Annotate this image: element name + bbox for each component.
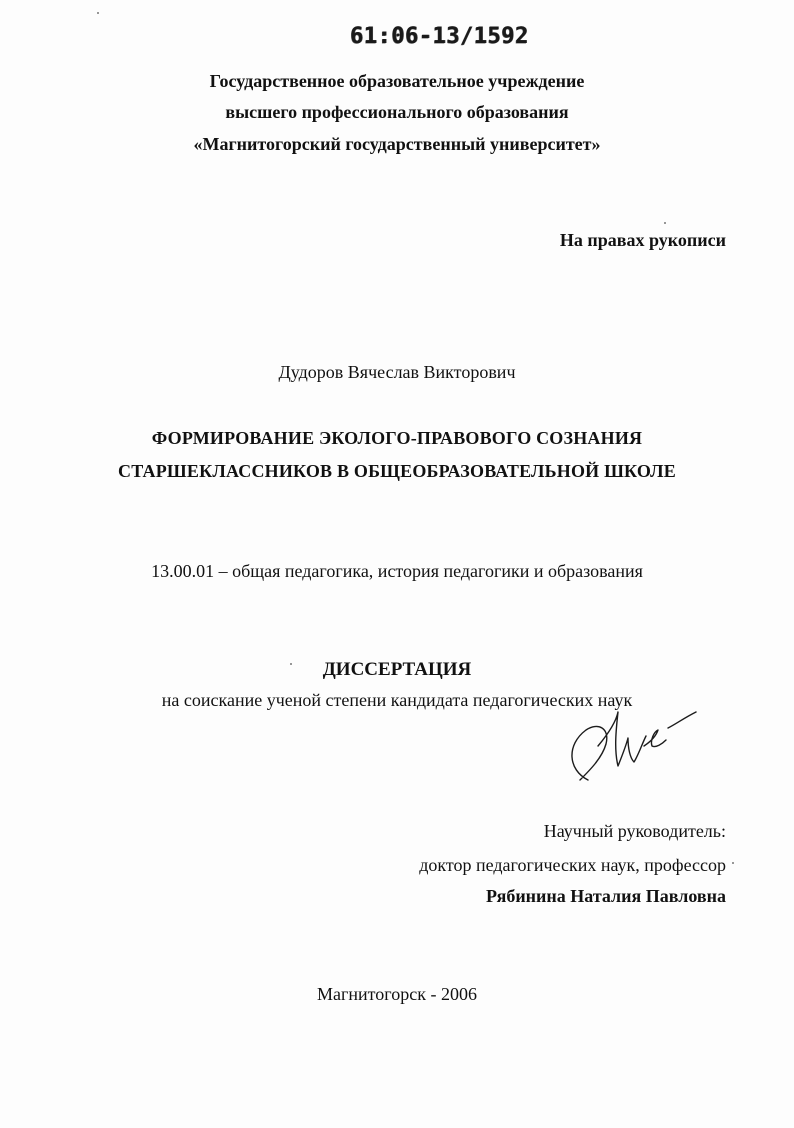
institution-line-1: Государственное образовательное учреждение [209,71,585,91]
manuscript-rights-note: На правах рукописи [559,230,726,250]
institution-line-3: «Магнитогорский государственный университет» [193,134,601,154]
degree-description: на соискание ученой степени кандидата педагогических наук [161,690,633,710]
scan-speck [97,12,99,14]
document-type: ДИССЕРТАЦИЯ [322,659,472,680]
thesis-title-line-1: ФОРМИРОВАНИЕ ЭКОЛОГО-ПРАВОВОГО СОЗНАНИЯ [151,428,643,448]
supervisor-title: доктор педагогических наук, профессор [419,855,726,875]
thesis-title-line-2: СТАРШЕКЛАССНИКОВ В ОБЩЕОБРАЗОВАТЕЛЬНОЙ ШКОЛЕ [118,461,676,481]
specialty-code: 13.00.01 – общая педагогика, история педагогики и образования [151,561,643,581]
scan-speck [290,663,292,665]
supervisor-name: Рябинина Наталия Павловна [486,886,726,906]
handwritten-signature-icon [558,700,718,800]
city-and-year: Магнитогорск - 2006 [317,984,477,1004]
archive-stamp-code: 61:06-13/1592 [350,24,529,49]
institution-line-2: высшего профессионального образования [225,102,569,122]
supervisor-label: Научный руководитель: [543,821,726,841]
scan-speck [664,222,666,224]
scan-speck [732,862,734,864]
author-name: Дудоров Вячеслав Викторович [278,362,516,382]
